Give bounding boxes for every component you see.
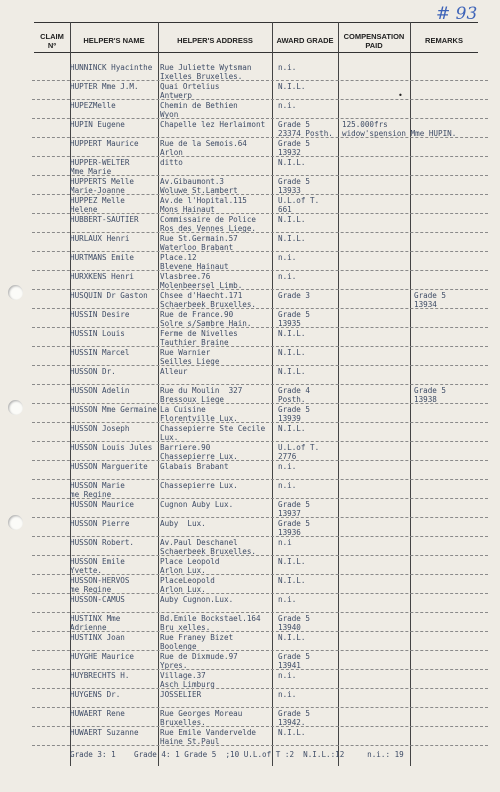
award-grade: Grade 5 bbox=[278, 177, 311, 186]
helper-name-line2: Adrienne bbox=[70, 623, 107, 632]
helper-address-line2: Ixelles Bruxelles. bbox=[160, 72, 243, 81]
table-row bbox=[70, 328, 488, 347]
table-row bbox=[70, 442, 488, 461]
helper-address: Chsee d'Haecht.171 bbox=[160, 291, 243, 300]
remarks: Grade 5 bbox=[414, 386, 447, 395]
helper-name-line2: Marie-Joanne bbox=[70, 186, 125, 195]
helper-address: Barriere.90 bbox=[160, 443, 211, 452]
helper-name: HUYBRECHTS H. bbox=[70, 671, 130, 680]
helper-name: HUSTINX Mme bbox=[70, 614, 121, 623]
table-row bbox=[70, 81, 488, 100]
helper-address-line2: Ros des Vennes Liege. bbox=[160, 224, 257, 233]
award-grade: N.I.L. bbox=[278, 424, 306, 433]
helper-address: Chemin de Bethien bbox=[160, 101, 238, 110]
award-grade: U.L.of T. bbox=[278, 443, 320, 452]
table-row bbox=[70, 252, 488, 271]
helper-name: HUSSON Dr. bbox=[70, 367, 116, 376]
award-grade: N.I.L. bbox=[278, 329, 306, 338]
helper-name: HUSSON-CAMUS bbox=[70, 595, 125, 604]
award-grade-line2: 13939 bbox=[278, 414, 301, 423]
helper-name: HUSSIN Louis bbox=[70, 329, 125, 338]
helper-address: Av.Gibaumont.3 bbox=[160, 177, 225, 186]
award-grade: N.I.L. bbox=[278, 367, 306, 376]
header-compensation-paid: COMPENSATION PAID bbox=[343, 32, 405, 50]
helper-address-line2: Tauthier Braine bbox=[160, 338, 229, 347]
award-grade: n.i. bbox=[278, 253, 297, 262]
award-grade: N.I.L. bbox=[278, 557, 306, 566]
table-row bbox=[70, 423, 488, 442]
helper-name: HURXKENS Henri bbox=[70, 272, 135, 281]
helper-name: HUSSON Marguerite bbox=[70, 462, 148, 471]
helper-name-line2: me Regine bbox=[70, 585, 112, 594]
award-grade: Grade 5 bbox=[278, 120, 311, 129]
compensation-paid: 125.000frs bbox=[342, 120, 388, 129]
helper-address: Chapelle lez Herlaimont bbox=[160, 120, 266, 129]
table-row bbox=[70, 138, 488, 157]
award-grade: n.i. bbox=[278, 272, 297, 281]
table-row bbox=[70, 119, 488, 138]
table-row bbox=[70, 651, 488, 670]
award-grade-line2: 23374 Posth. bbox=[278, 129, 333, 138]
award-grade-line2: 661 bbox=[278, 205, 292, 214]
helper-address: Rue de Dixmude.97 bbox=[160, 652, 238, 661]
award-grade: N.I.L. bbox=[278, 348, 306, 357]
table-row bbox=[70, 214, 488, 233]
award-grade: n.i. bbox=[278, 63, 297, 72]
helper-name: HUPPERT Maurice bbox=[70, 139, 139, 148]
award-grade: n.i. bbox=[278, 690, 297, 699]
award-grade: Grade 5 bbox=[278, 519, 311, 528]
helper-address: Rue Emile Vandervelde bbox=[160, 728, 257, 737]
helper-name: HUBBERT-SAUTIER bbox=[70, 215, 139, 224]
helper-name: HUSTINX Joan bbox=[70, 633, 125, 642]
award-grade: N.I.L. bbox=[278, 728, 306, 737]
helper-address-line2: Lux. bbox=[160, 433, 179, 442]
award-grade: n.i. bbox=[278, 101, 297, 110]
award-grade: n.i. bbox=[278, 671, 297, 680]
helper-name: HURLAUX Henri bbox=[70, 234, 130, 243]
helper-address: Chassepierre Lux. bbox=[160, 481, 238, 490]
award-grade: n.i. bbox=[278, 481, 297, 490]
helper-address-line2: Bressoux Liege bbox=[160, 395, 225, 404]
helper-name: HUYGHE Maurice bbox=[70, 652, 135, 661]
helper-address: Village.37 bbox=[160, 671, 206, 680]
table-row bbox=[70, 689, 488, 708]
helper-address: Alleur bbox=[160, 367, 188, 376]
helper-name: HUSSON Mme Germaine bbox=[70, 405, 157, 414]
table-row bbox=[70, 480, 488, 499]
helper-address-line2: Bru xelles. bbox=[160, 623, 211, 632]
helper-address-line2: Waterloo Brabant bbox=[160, 243, 234, 252]
check-mark: • bbox=[398, 91, 403, 100]
helper-name: HUSSON Maurice bbox=[70, 500, 135, 509]
helper-address: Auby Cugnon.Lux. bbox=[160, 595, 234, 604]
table-row bbox=[70, 556, 488, 575]
helper-address: PlaceLeopold bbox=[160, 576, 215, 585]
table-row bbox=[70, 347, 488, 366]
header-helpers-name: HELPER'S NAME bbox=[83, 36, 145, 45]
award-grade-line2: Posth. bbox=[278, 395, 306, 404]
helper-address: Place.12 bbox=[160, 253, 197, 262]
helper-address-line2: Seilles Liege bbox=[160, 357, 220, 366]
remarks: Grade 5 bbox=[414, 291, 447, 300]
award-grade-line2: 13940 bbox=[278, 623, 301, 632]
helper-address: Rue St.Germain.57 bbox=[160, 234, 238, 243]
helper-address: Cugnon Auby Lux. bbox=[160, 500, 234, 509]
helper-name: HUSSON Robert. bbox=[70, 538, 135, 547]
helper-address-line2: Arlon Lux. bbox=[160, 585, 206, 594]
award-grade: U.L.of T. bbox=[278, 196, 320, 205]
award-grade: Grade 5 bbox=[278, 652, 311, 661]
table-row bbox=[70, 461, 488, 480]
helper-name: HUSSON-HERVOS bbox=[70, 576, 130, 585]
helper-address: Chassepierre Ste Cecile bbox=[160, 424, 266, 433]
helper-name: HUSSON Louis Jules bbox=[70, 443, 153, 452]
helper-name-line2: Helene bbox=[70, 205, 98, 214]
award-grade: n.i bbox=[278, 538, 292, 547]
table-row bbox=[70, 594, 488, 613]
award-grade-line2: 13942. bbox=[278, 718, 306, 727]
table-row bbox=[70, 404, 488, 423]
helper-name: HUPTER Mme J.M. bbox=[70, 82, 139, 91]
helper-address: Rue Warnier bbox=[160, 348, 211, 357]
helper-address-line2: Bruxelles. bbox=[160, 718, 206, 727]
award-grade: N.I.L. bbox=[278, 633, 306, 642]
award-grade-line2: 2776 bbox=[278, 452, 297, 461]
remarks-line2: 13938 bbox=[414, 395, 437, 404]
helper-address: Rue du Moulin 327 bbox=[160, 386, 243, 395]
award-grade: N.I.L. bbox=[278, 82, 306, 91]
award-grade-line2: 13932 bbox=[278, 148, 301, 157]
helper-address-line2: Boolenge bbox=[160, 642, 197, 651]
helper-name: HUSSON Adelin bbox=[70, 386, 130, 395]
helper-name: HUPPEZ Melle bbox=[70, 196, 125, 205]
award-grade: Grade 5 bbox=[278, 139, 311, 148]
helper-address: ditto bbox=[160, 158, 183, 167]
header-award-grade: AWARD GRADE bbox=[276, 36, 334, 45]
compensation-paid-line2: widow'spension Mme HUPIN. bbox=[342, 129, 457, 138]
table-row bbox=[70, 385, 488, 404]
table-row bbox=[70, 195, 488, 214]
award-grade-line2: 13936 bbox=[278, 528, 301, 537]
table-row bbox=[70, 537, 488, 556]
helper-address: JOSSELIER bbox=[160, 690, 202, 699]
table-row bbox=[70, 176, 488, 195]
table-row bbox=[70, 157, 488, 176]
helper-name: HUSQUIN Dr Gaston bbox=[70, 291, 148, 300]
helper-name: HUSSIN Marcel bbox=[70, 348, 130, 357]
helper-address-line2: Antwerp bbox=[160, 91, 193, 100]
award-grade: n.i. bbox=[278, 595, 297, 604]
helper-address-line2: Chassepierre Lux. bbox=[160, 452, 238, 461]
table-row bbox=[70, 575, 488, 594]
helper-name: HUSSON Marie bbox=[70, 481, 125, 490]
helper-address-line2: Asch Limburg bbox=[160, 680, 215, 689]
helper-address-line2: Arlon bbox=[160, 148, 183, 157]
remarks-line2: 13934 bbox=[414, 300, 437, 309]
table-row bbox=[70, 518, 488, 537]
award-grade-line2: 13933 bbox=[278, 186, 301, 195]
helper-address: Vlasbree.76 bbox=[160, 272, 211, 281]
table-row bbox=[70, 100, 488, 119]
helper-name: HUPEZMelle bbox=[70, 101, 116, 110]
helper-address: Commissaire de Police bbox=[160, 215, 257, 224]
helper-name: HUYGENS Dr. bbox=[70, 690, 121, 699]
helper-name: HUSSON Emile bbox=[70, 557, 125, 566]
table-row bbox=[70, 309, 488, 328]
award-grade-line2: 13941 bbox=[278, 661, 301, 670]
page-number: # 93 bbox=[436, 4, 478, 24]
helper-name: HUPPERTS Melle bbox=[70, 177, 135, 186]
table-row bbox=[70, 670, 488, 689]
table-top-rule bbox=[34, 22, 478, 23]
helper-name: HUSSON Joseph bbox=[70, 424, 130, 433]
helper-address-line2: Wyon bbox=[160, 110, 179, 119]
helper-address: La Cuisine bbox=[160, 405, 206, 414]
helper-address: Rue Franey Bizet bbox=[160, 633, 234, 642]
award-grade: Grade 5 bbox=[278, 310, 311, 319]
helper-name: HUNNINCK Hyacinthe bbox=[70, 63, 153, 72]
award-grade: Grade 5 bbox=[278, 614, 311, 623]
helper-address: Place Leopold bbox=[160, 557, 220, 566]
helper-address-line2: Arlon Lux. bbox=[160, 566, 206, 575]
helper-name: HUWAERT Rene bbox=[70, 709, 125, 718]
helper-name: HURTMANS Emile bbox=[70, 253, 135, 262]
helper-address: Rue Juliette Wytsman bbox=[160, 63, 252, 72]
helper-address: Auby Lux. bbox=[160, 519, 206, 528]
helper-address-line2: Florentville Lux. bbox=[160, 414, 238, 423]
punch-hole bbox=[8, 400, 23, 415]
table-row bbox=[70, 499, 488, 518]
award-grade: Grade 5 bbox=[278, 500, 311, 509]
award-grade-line2: 13937 bbox=[278, 509, 301, 518]
helper-name: HUSSIN Desire bbox=[70, 310, 130, 319]
helper-address: Rue de la Semois.64 bbox=[160, 139, 247, 148]
award-grade: Grade 5 bbox=[278, 709, 311, 718]
award-grade: N.I.L. bbox=[278, 576, 306, 585]
helper-address-line2: Haine St.Paul bbox=[160, 737, 220, 746]
grade-totals: Grade 3: 1 Grade 4: 1 Grade 5 ;10 U.L.of T :2 N.I.L.:12 n.i.: 19 bbox=[70, 750, 404, 759]
helper-name-line2: Mme Marie bbox=[70, 167, 112, 176]
table-row bbox=[70, 727, 488, 746]
award-grade: n.i. bbox=[278, 462, 297, 471]
table-row bbox=[70, 271, 488, 290]
award-grade: Grade 4 bbox=[278, 386, 311, 395]
header-claim-no: CLAIM Nº bbox=[40, 32, 64, 50]
award-grade: Grade 3 bbox=[278, 291, 311, 300]
table-row bbox=[70, 233, 488, 252]
award-grade: N.I.L. bbox=[278, 234, 306, 243]
helper-address: Ferme de Nivelles bbox=[160, 329, 238, 338]
table-row bbox=[70, 613, 488, 632]
helper-address-line2: Mons Hainaut bbox=[160, 205, 215, 214]
helper-address-line2: Solre s/Sambre Hain. bbox=[160, 319, 252, 328]
helper-address-line2: Molenbeersel Limb. bbox=[160, 281, 243, 290]
helper-address: Rue de France.90 bbox=[160, 310, 234, 319]
row-divider bbox=[32, 745, 488, 746]
helper-address-line2: Schaerbeek Bruxelles. bbox=[160, 300, 257, 309]
helper-address: Glabais Brabant bbox=[160, 462, 229, 471]
punch-hole bbox=[8, 285, 23, 300]
helper-address: Rue Georges Moreau bbox=[160, 709, 243, 718]
header-remarks: REMARKS bbox=[425, 36, 463, 45]
header-helpers-address: HELPER'S ADDRESS bbox=[177, 36, 253, 45]
helper-name: HUWAERT Suzanne bbox=[70, 728, 139, 737]
helper-address-line2: Blevene Hainaut bbox=[160, 262, 229, 271]
table-row bbox=[70, 708, 488, 727]
award-grade-line2: 13935 bbox=[278, 319, 301, 328]
table-row bbox=[70, 62, 488, 81]
table-row bbox=[70, 366, 488, 385]
helper-address-line2: Schaerbeek Bruxelles. bbox=[160, 547, 257, 556]
helper-name-line2: me Regine bbox=[70, 490, 112, 499]
header-bottom-rule bbox=[34, 52, 478, 53]
helper-address: Av.Paul Deschanel bbox=[160, 538, 238, 547]
helper-name-line2: Yvette. bbox=[70, 566, 103, 575]
punch-hole bbox=[8, 515, 23, 530]
award-grade: N.I.L. bbox=[278, 158, 306, 167]
helper-address-line2: Ypres. bbox=[160, 661, 188, 670]
table-row bbox=[70, 632, 488, 651]
award-grade: N.I.L. bbox=[278, 215, 306, 224]
helper-address: Bd.Emile Bockstael.164 bbox=[160, 614, 261, 623]
helper-address: Quai Ortelius bbox=[160, 82, 220, 91]
award-grade: Grade 5 bbox=[278, 405, 311, 414]
helper-name: HUSSON Pierre bbox=[70, 519, 130, 528]
helper-name: HUPPER-WELTER bbox=[70, 158, 130, 167]
helper-address: Av.de l'Hopital.115 bbox=[160, 196, 247, 205]
helper-address-line2: Woluwe St.Lambert bbox=[160, 186, 238, 195]
helper-name: HUPIN Eugene bbox=[70, 120, 125, 129]
table-row bbox=[70, 290, 488, 309]
